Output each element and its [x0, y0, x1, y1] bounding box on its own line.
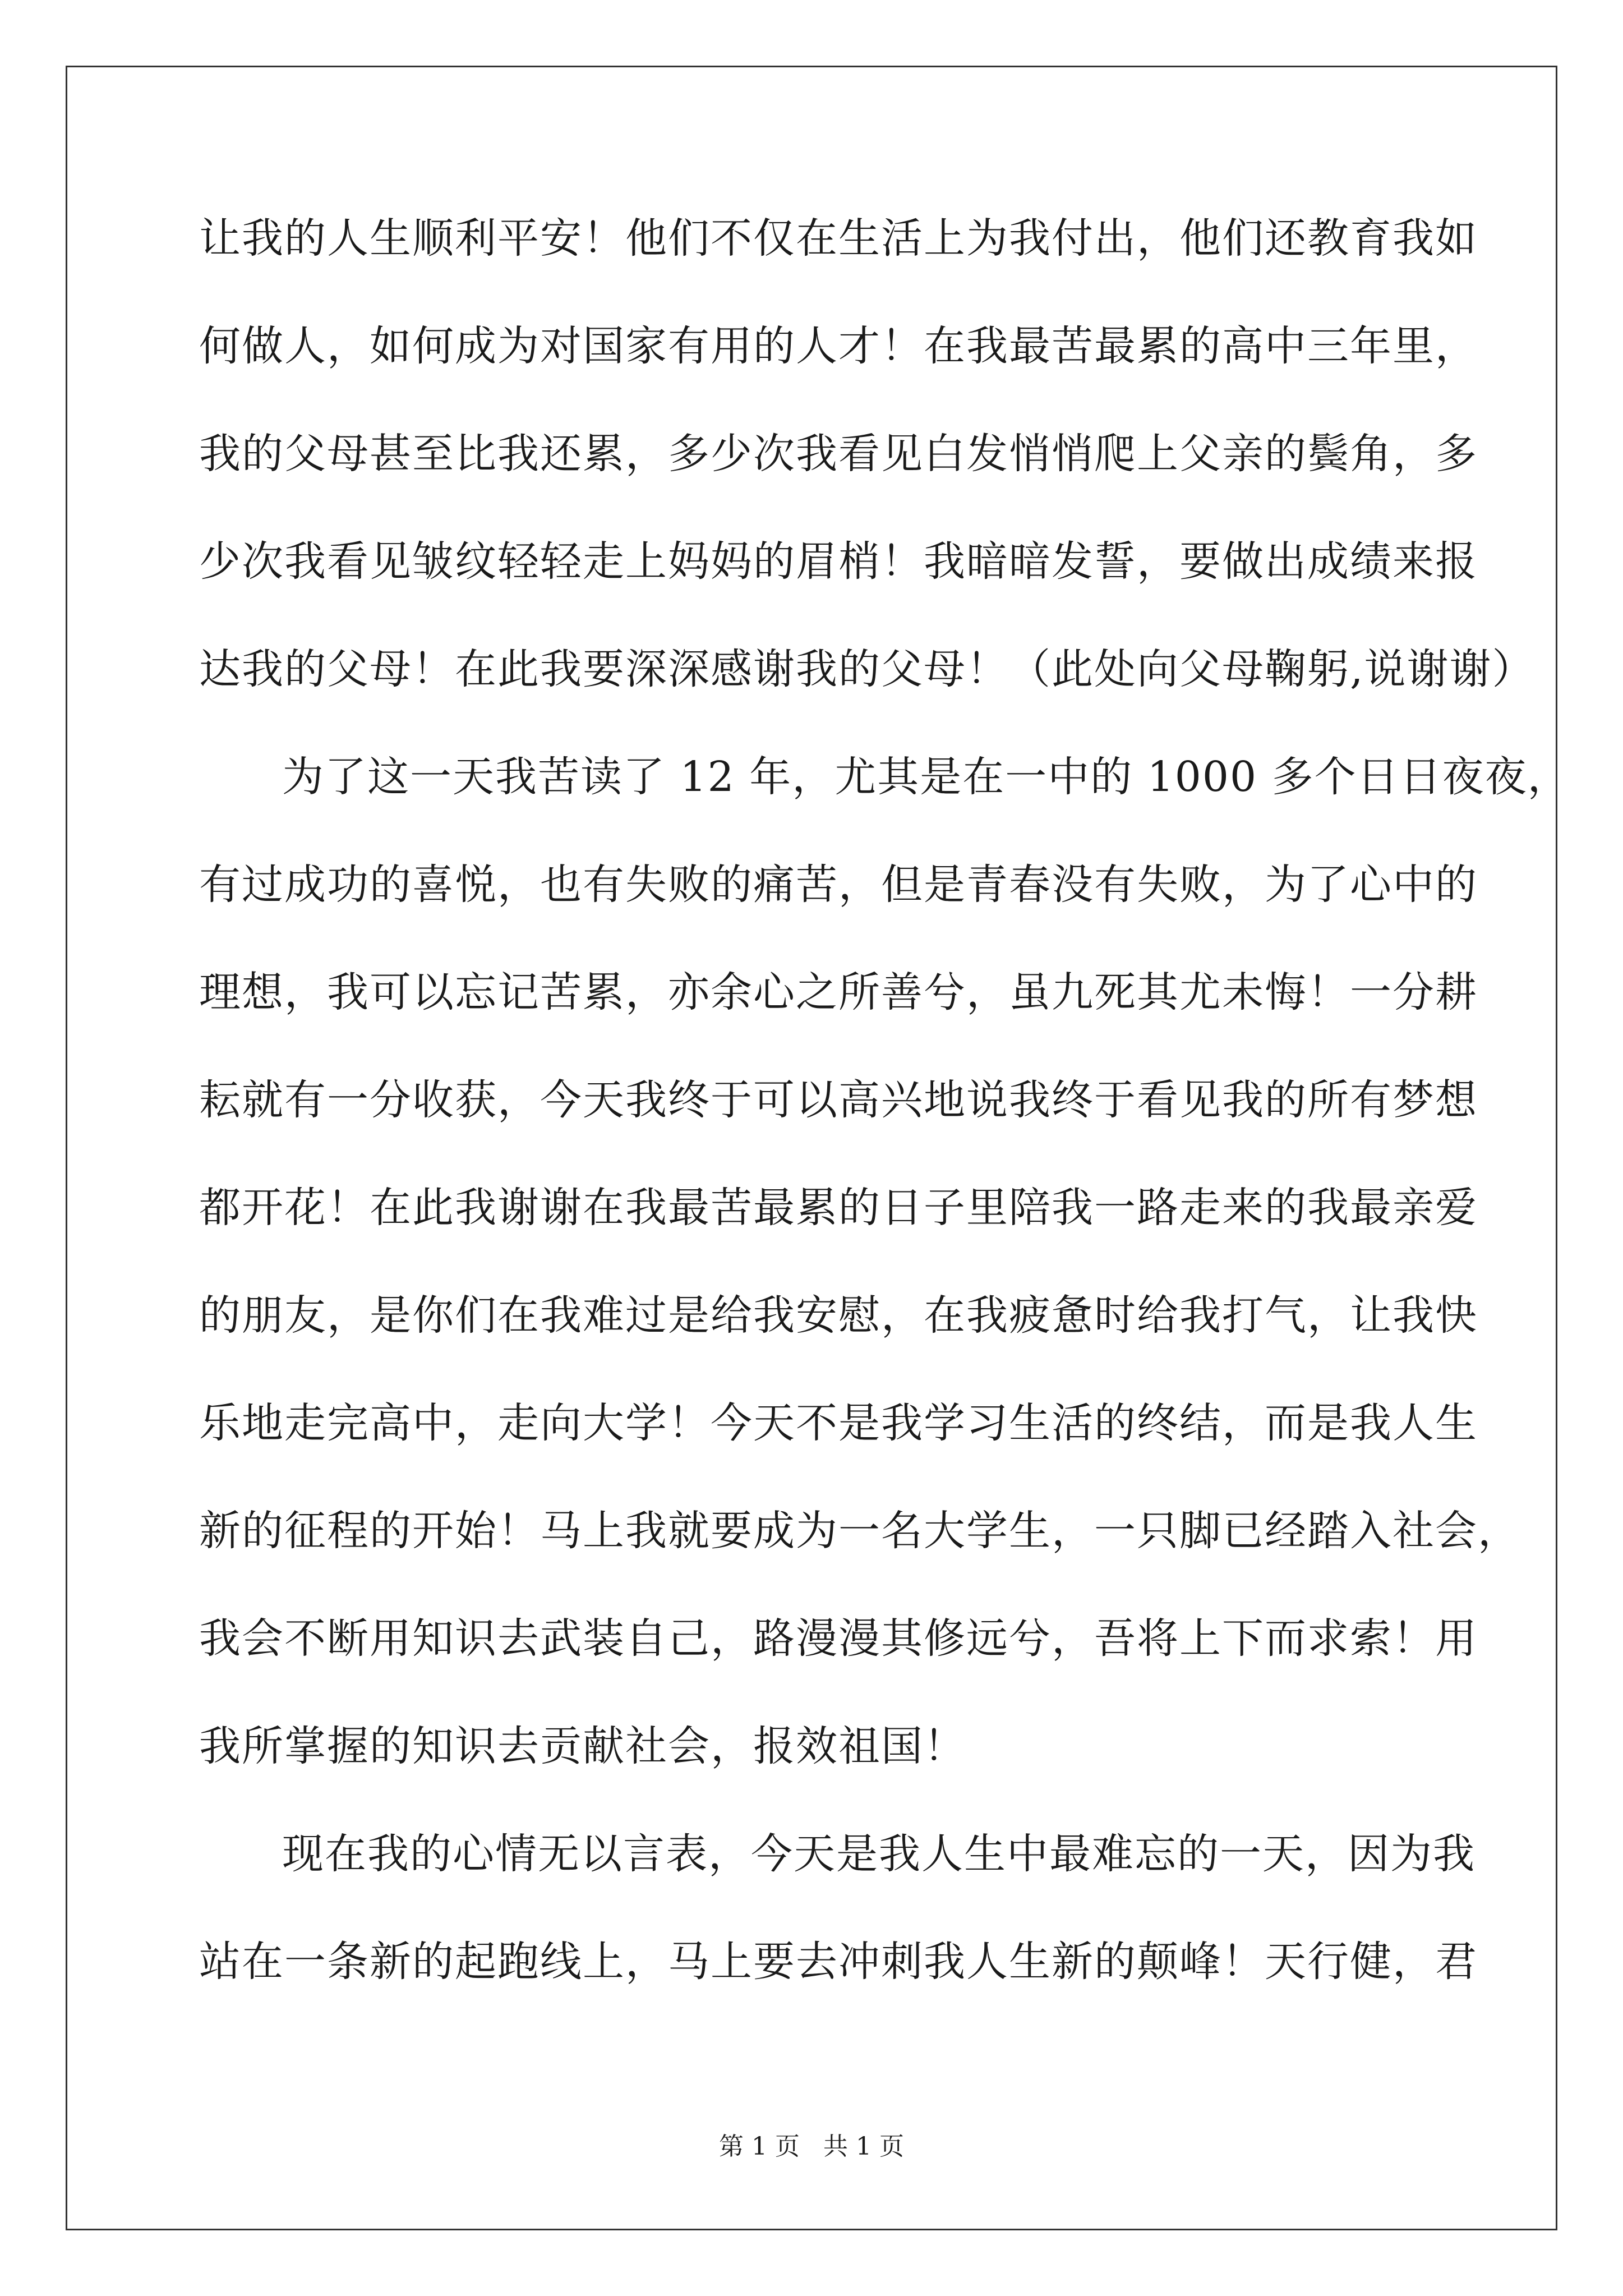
text-line: 有过成功的喜悦，也有失败的痛苦，但是青春没有失败，为了心中的	[199, 861, 1478, 909]
text-line: 理想，我可以忘记苦累，亦余心之所善兮，虽九死其尤未悔！一分耕	[199, 968, 1478, 1016]
text-line: 让我的人生顺利平安！他们不仅在生活上为我付出，他们还教育我如	[199, 214, 1478, 263]
text-line: 乐地走完高中，走向大学！今天不是我学习生活的终结，而是我人生	[199, 1399, 1478, 1447]
document-body	[199, 214, 1570, 2049]
paragraph-start-line: 现在我的心情无以言表，今天是我人生中最难忘的一天，因为我	[282, 1830, 1476, 1878]
text-line: 耘就有一分收获，今天我终于可以高兴地说我终于看见我的所有梦想	[199, 1076, 1478, 1124]
text-line: 达我的父母！在此我要深深感谢我的父母！（此处向父母鞠躬,说谢谢）	[199, 645, 1535, 693]
text-line: 新的征程的开始！马上我就要成为一名大学生，一只脚已经踏入社会，	[199, 1507, 1520, 1555]
text-line: 站在一条新的起跑线上，马上要去冲刺我人生新的颠峰！天行健，君	[199, 1938, 1478, 1986]
text-line: 的朋友，是你们在我难过是给我安慰，在我疲惫时给我打气，让我快	[199, 1291, 1478, 1340]
text-line: 何做人，如何成为对国家有用的人才！在我最苦最累的高中三年里，	[199, 322, 1478, 370]
paragraph-start-line: 为了这一天我苦读了 12 年，尤其是在一中的 1000 多个日日夜夜，	[282, 753, 1570, 801]
page-footer: 第 1 页 共 1 页	[719, 2132, 904, 2161]
text-line: 我所掌握的知识去贡献社会，报效祖国！	[199, 1722, 966, 1770]
text-line: 我的父母甚至比我还累，多少次我看见白发悄悄爬上父亲的鬓角，多	[199, 430, 1478, 478]
text-line: 我会不断用知识去武装自己，路漫漫其修远兮，吾将上下而求索！用	[199, 1614, 1478, 1663]
text-line: 都开花！在此我谢谢在我最苦最累的日子里陪我一路走来的我最亲爱	[199, 1184, 1478, 1232]
text-line: 少次我看见皱纹轻轻走上妈妈的眉梢！我暗暗发誓，要做出成绩来报	[199, 537, 1478, 586]
